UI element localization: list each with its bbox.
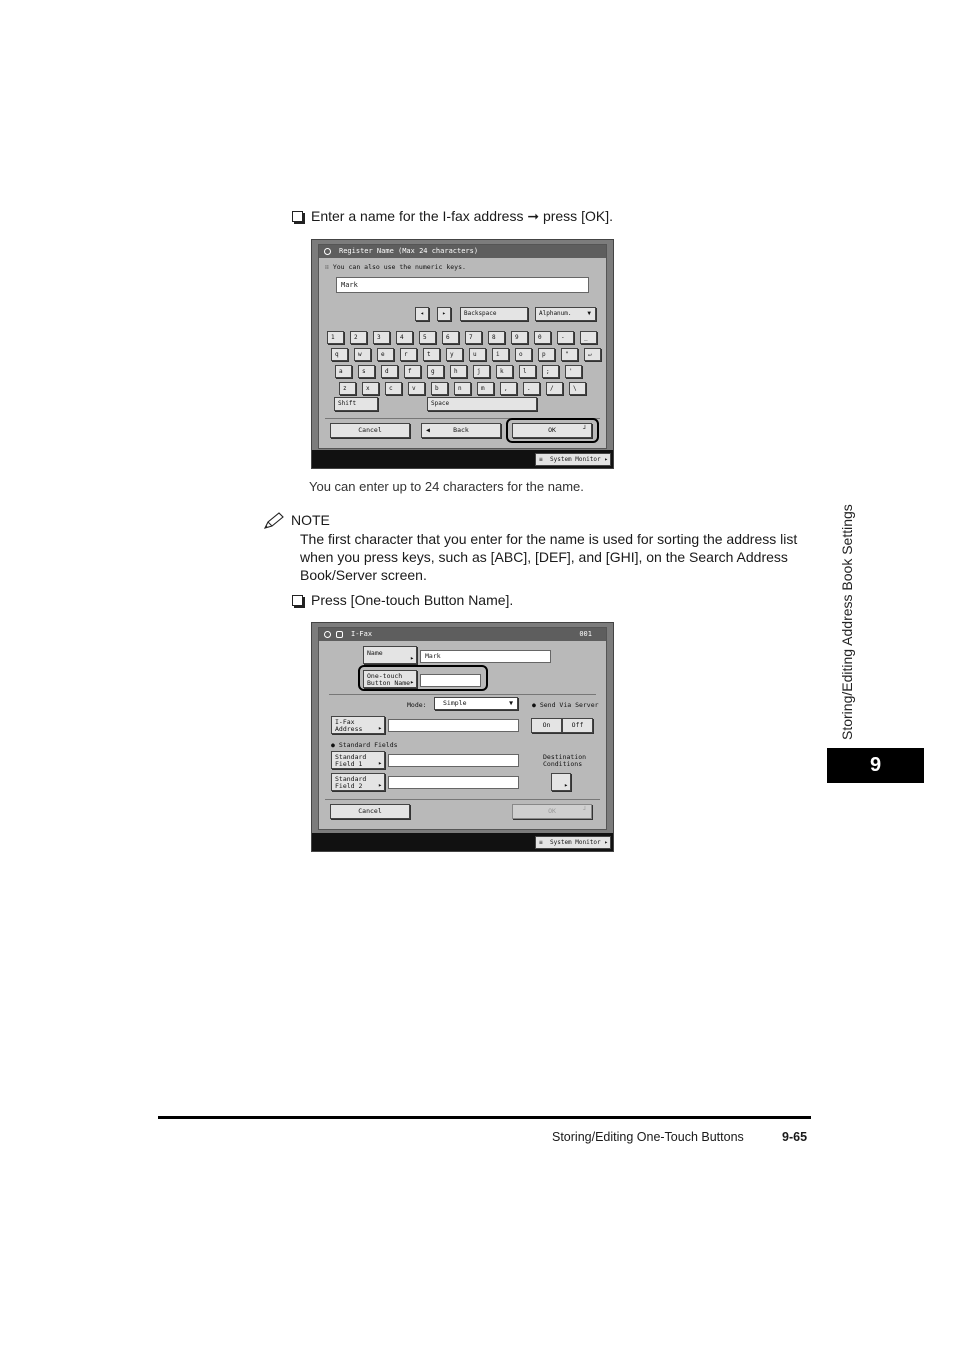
- keyboard-key[interactable]: w: [354, 348, 371, 361]
- keyboard-key[interactable]: g: [427, 365, 444, 378]
- keyboard-key[interactable]: f: [404, 365, 421, 378]
- keyboard-key[interactable]: j: [473, 365, 490, 378]
- system-monitor-button[interactable]: ≡ System Monitor ▸: [535, 453, 611, 466]
- chevron-right-icon: ▸: [564, 781, 568, 789]
- status-bar: [312, 450, 613, 468]
- input-mode-select[interactable]: Alphanum. ▼: [535, 307, 596, 321]
- keyboard-key[interactable]: o: [515, 348, 532, 361]
- register-name-title: Register Name (Max 24 characters): [339, 247, 479, 255]
- keyboard-key[interactable]: k: [496, 365, 513, 378]
- ifax-title: I-Fax: [351, 630, 373, 638]
- name-button[interactable]: Name ▸: [363, 646, 417, 664]
- keyboard-key[interactable]: d: [381, 365, 398, 378]
- register-name-screen: [311, 239, 614, 469]
- keyboard-key[interactable]: _: [580, 331, 597, 344]
- keyboard-key[interactable]: h: [450, 365, 467, 378]
- step-2-text: Press [One-touch Button Name].: [311, 592, 514, 608]
- keypad-icon: ∷: [325, 263, 329, 271]
- bullet-icon: ●: [331, 741, 335, 749]
- ifax-address-field: [388, 719, 519, 732]
- step-1: [292, 208, 613, 225]
- footer-section-title: Storing/Editing One-Touch Buttons: [552, 1130, 744, 1144]
- note-pencil-icon: [262, 511, 286, 536]
- checkbox-bullet-icon: [292, 595, 303, 606]
- checkbox-bullet-icon: [292, 211, 303, 222]
- system-monitor-button[interactable]: ≡ System Monitor ▸: [535, 836, 611, 849]
- keyboard-key[interactable]: z: [339, 382, 356, 395]
- side-section-title: Storing/Editing Address Book Settings: [839, 504, 855, 740]
- keyboard-key[interactable]: r: [400, 348, 417, 361]
- keyboard-key[interactable]: a: [335, 365, 352, 378]
- copy-function-icon: [324, 248, 331, 255]
- destination-conditions-button[interactable]: [551, 773, 571, 791]
- keyboard-key[interactable]: ": [561, 348, 578, 361]
- keyboard-key[interactable]: 1: [327, 331, 344, 344]
- mode-label: Mode:: [407, 701, 427, 709]
- keyboard-key[interactable]: v: [408, 382, 425, 395]
- ifax-titlebar: [319, 628, 606, 641]
- ifax-screen: [311, 622, 614, 852]
- ifax-address-button[interactable]: I-Fax Address ▸: [331, 716, 385, 734]
- keyboard-key[interactable]: c: [385, 382, 402, 395]
- space-key[interactable]: Space: [427, 397, 537, 411]
- register-name-titlebar: [319, 245, 606, 258]
- keyboard-key[interactable]: \: [569, 382, 586, 395]
- ifax-window: [318, 627, 607, 830]
- keyboard-key[interactable]: /: [546, 382, 563, 395]
- step-2: [292, 592, 513, 608]
- entry-number: 001: [579, 630, 592, 638]
- keyboard-key[interactable]: u: [469, 348, 486, 361]
- keyboard-key[interactable]: p: [538, 348, 555, 361]
- monitor-icon: ≡: [539, 456, 543, 463]
- keyboard-key[interactable]: y: [446, 348, 463, 361]
- one-touch-button-name-button[interactable]: One-touch Button Name ▸: [363, 670, 417, 688]
- keyboard-key[interactable]: 9: [511, 331, 528, 344]
- keyboard-key[interactable]: t: [423, 348, 440, 361]
- one-touch-highlight-ring: [358, 665, 488, 691]
- footer-rule: [158, 1116, 811, 1119]
- fax-icon: [336, 631, 343, 638]
- shift-key[interactable]: Shift: [334, 397, 378, 411]
- keyboard-key[interactable]: q: [331, 348, 348, 361]
- bullet-icon: ●: [532, 701, 536, 709]
- step-1-text: Enter a name for the I-fax address ➞ press [OK].: [311, 208, 613, 224]
- status-bar: [312, 833, 613, 851]
- send-via-server-on-button[interactable]: On: [531, 718, 562, 733]
- ok-highlight-ring: [506, 418, 599, 443]
- cursor-right-button[interactable]: ▸: [437, 307, 451, 321]
- keyboard-key[interactable]: 4: [396, 331, 413, 344]
- keyboard-key[interactable]: x: [362, 382, 379, 395]
- numeric-keys-hint: ∷ You can also use the numeric keys.: [325, 263, 466, 271]
- keyboard-key[interactable]: ,: [500, 382, 517, 395]
- chevron-right-icon: ▸: [604, 456, 608, 463]
- standard-fields-label: ● Standard Fields: [331, 741, 398, 749]
- cursor-left-button[interactable]: ◂: [415, 307, 429, 321]
- backspace-button[interactable]: Backspace: [460, 307, 528, 321]
- keyboard-key[interactable]: 8: [488, 331, 505, 344]
- chevron-right-icon: ▸: [378, 724, 382, 732]
- note-title: NOTE: [291, 512, 330, 528]
- keyboard-key[interactable]: l: [519, 365, 536, 378]
- keyboard-key[interactable]: ↵: [584, 348, 601, 361]
- chevron-right-icon: ▸: [410, 678, 414, 686]
- keyboard-key[interactable]: e: [377, 348, 394, 361]
- ok-button[interactable]: OK ┘: [512, 423, 592, 438]
- chevron-down-icon: ▼: [509, 699, 513, 707]
- keyboard-key[interactable]: s: [358, 365, 375, 378]
- keyboard-key[interactable]: n: [454, 382, 471, 395]
- chevron-right-icon: ▸: [604, 839, 608, 846]
- chevron-right-icon: ▸: [378, 781, 382, 789]
- copy-function-icon: [324, 631, 331, 638]
- divider: [329, 694, 596, 695]
- register-name-window: [318, 244, 607, 449]
- ok-button-disabled[interactable]: OK ┘: [512, 804, 592, 819]
- keyboard-key[interactable]: i: [492, 348, 509, 361]
- standard-field-1-button[interactable]: Standard Field 1 ▸: [331, 751, 385, 769]
- keyboard-key[interactable]: 5: [419, 331, 436, 344]
- chevron-right-icon: ▸: [410, 654, 414, 662]
- keyboard-key[interactable]: ;: [542, 365, 559, 378]
- keyboard-key[interactable]: 2: [350, 331, 367, 344]
- cancel-button[interactable]: Cancel: [330, 804, 410, 819]
- back-arrow-icon: ◀: [426, 426, 430, 434]
- cancel-button[interactable]: Cancel: [330, 423, 410, 438]
- enter-corner-icon: ┘: [583, 425, 587, 433]
- mode-select[interactable]: Simple ▼: [434, 697, 518, 710]
- name-value-field: Mark: [420, 650, 551, 663]
- keyboard-key[interactable]: .: [523, 382, 540, 395]
- keyboard-key[interactable]: 6: [442, 331, 459, 344]
- keyboard-key[interactable]: 0: [534, 331, 551, 344]
- keyboard-key[interactable]: ': [565, 365, 582, 378]
- keyboard-key[interactable]: m: [477, 382, 494, 395]
- enter-corner-icon: ┘: [583, 806, 587, 814]
- destination-conditions-label: Destination Conditions: [543, 753, 587, 768]
- keyboard-key[interactable]: b: [431, 382, 448, 395]
- page-number: 9-65: [782, 1130, 808, 1144]
- standard-field-2-input: [388, 776, 519, 789]
- keyboard-key[interactable]: 7: [465, 331, 482, 344]
- monitor-icon: ≡: [539, 839, 543, 846]
- chevron-down-icon: ▼: [587, 310, 591, 317]
- back-button[interactable]: ◀ Back: [421, 423, 501, 438]
- note-body: The first character that you enter for the name is used for sorting the address list when you press keys, such as [ABC], [DEF], and [GHI], on the Search Address Book/Server screen.: [300, 531, 798, 583]
- chapter-tab: 9: [827, 748, 924, 783]
- caption-max-characters: You can enter up to 24 characters for the name.: [309, 479, 584, 494]
- keyboard-key[interactable]: 3: [373, 331, 390, 344]
- divider: [325, 799, 600, 800]
- send-via-server-off-button[interactable]: Off: [562, 718, 593, 733]
- name-input[interactable]: Mark: [336, 277, 589, 293]
- chevron-right-icon: ▸: [378, 759, 382, 767]
- send-via-server-label: ● Send Via Server: [532, 701, 599, 709]
- standard-field-2-button[interactable]: Standard Field 2 ▸: [331, 773, 385, 791]
- keyboard-key[interactable]: -: [557, 331, 574, 344]
- standard-field-1-input: [388, 754, 519, 767]
